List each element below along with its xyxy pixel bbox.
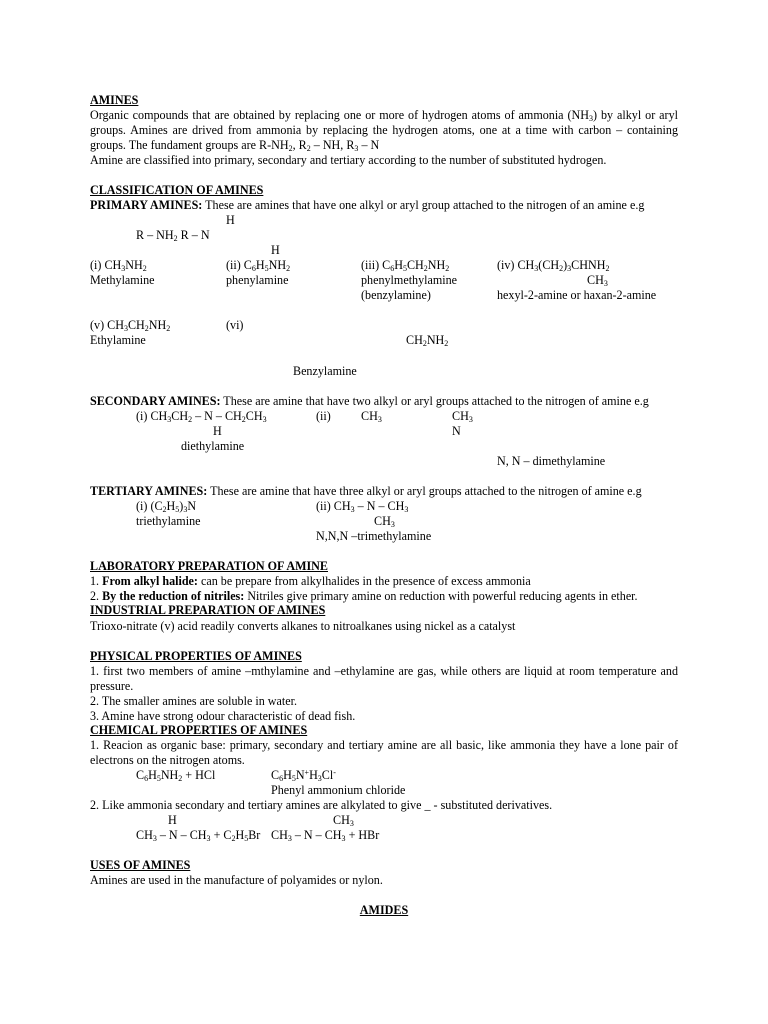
secondary-example-1-name: diethylamine	[181, 439, 245, 453]
secondary-example-2-methyl-left: $CH_3$	[361, 409, 382, 424]
amines-classification-sentence: Amine are classified into primary, secondary and tertiary according to the number of substituted hydrogen.	[90, 153, 607, 167]
primary-example-6-group: $CH_2NH_2$	[406, 333, 449, 348]
secondary-example-2-methyl-right: $CH_3$	[452, 409, 473, 424]
industrial-prep-text: Trioxo-nitrate (v) acid readily converts alkanes to nitroalkanes using nickel as a catalyst	[90, 619, 516, 633]
primary-example-5-formula: (v) $CH_3CH_2NH_2$	[90, 318, 171, 333]
primary-example-2-formula: (ii) $C_6H_5NH_2$	[226, 258, 291, 273]
chemical-eq1-right: $C_6H_5N^+H_3Cl^-$	[271, 768, 336, 783]
primary-h-atom-mid: H	[271, 243, 280, 257]
primary-example-4-methyl-branch: $CH_3$	[587, 273, 608, 288]
tertiary-example-2-formula: (ii) $CH_3$ – N – $CH_3$	[316, 499, 409, 514]
lab-prep-item-1: 1. From alkyl halide: can be prepare from alkylhalides in the presence of excess ammonia	[90, 574, 531, 588]
chemical-eq2-h-atom: H	[168, 813, 177, 827]
physical-properties-heading: PHYSICAL PROPERTIES OF AMINES	[90, 649, 302, 663]
secondary-amines-definition: SECONDARY AMINES: These are amine that have two alkyl or aryl groups attached to the nitrogen of amine e.g	[90, 394, 649, 408]
secondary-example-1-h-atom: H	[213, 424, 222, 438]
chemical-item-2: 2. Like ammonia secondary and tertiary amines are alkylated to give _ - substituted derivatives.	[90, 798, 553, 812]
primary-example-1-name: Methylamine	[90, 273, 155, 287]
tertiary-example-1-name: triethylamine	[136, 514, 201, 528]
primary-example-6-name: Benzylamine	[293, 364, 357, 378]
industrial-prep-heading: INDUSTRIAL PREPARATION OF AMINES	[90, 603, 326, 617]
classification-heading: CLASSIFICATION OF AMINES	[90, 183, 264, 197]
primary-h-atom-top: H	[226, 213, 235, 227]
amines-intro-paragraph: Organic compounds that are obtained by replacing one or more of hydrogen atoms of ammonia $(NH_3)$ by alkyl or aryl groups. Amines are drived from ammonia by replacing the hydrogen atoms, one at a time with carbon – containing groups. The fundament groups are $R-NH_2$, $R_2$ – NH, $R_3$ – N	[90, 108, 678, 153]
secondary-example-1-formula: (i) $CH_3CH_2$ – N – $CH_2CH_3$	[136, 409, 267, 424]
secondary-example-2-name: N, N – dimethylamine	[497, 454, 606, 468]
tertiary-example-2-methyl-branch: $CH_3$	[374, 514, 395, 529]
chemical-eq2-left: $CH_3 - N - CH_3 + C_2H_5Br$	[136, 828, 261, 843]
primary-example-4-formula: (iv) $CH_3(CH_2)_3CHNH_2$	[497, 258, 610, 273]
lab-prep-heading: LABORATORY PREPARATION OF AMINE	[90, 559, 328, 573]
amides-heading: AMIDES	[359, 903, 409, 917]
tertiary-example-2-name: N,N,N –trimethylamine	[316, 529, 432, 543]
uses-text: Amines are used in the manufacture of polyamides or nylon.	[90, 873, 383, 887]
physical-item-2: 2. The smaller amines are soluble in water.	[90, 694, 297, 708]
primary-example-3-name: phenylmethylamine	[361, 273, 458, 287]
primary-example-3-formula: (iii) $C_6H_5CH_2NH_2$	[361, 258, 450, 273]
tertiary-amines-definition: TERTIARY AMINES: These are amine that have three alkyl or aryl groups attached to the nitrogen of amine e.g	[90, 484, 642, 498]
primary-example-6-label: (vi)	[226, 318, 244, 332]
secondary-example-2-label: (ii)	[316, 409, 331, 423]
physical-item-1: 1. first two members of amine –mthylamine and –ethylamine are gas, while others are liquid at room temperature and pressure.	[90, 664, 678, 693]
physical-item-3: 3. Amine have strong odour characteristic of dead fish.	[90, 709, 356, 723]
chemical-item-1: 1. Reacion as organic base: primary, secondary and tertiary amine are all basic, like ammonia they have a lone pair of electrons on the nitrogen atoms.	[90, 738, 678, 767]
chemical-eq2-right: $CH_3$ – N – $CH_3$ + HBr	[271, 828, 380, 843]
primary-example-3-alt-name: (benzylamine)	[361, 288, 431, 302]
chemical-eq1-product-name: Phenyl ammonium chloride	[271, 783, 406, 797]
chemical-properties-heading: CHEMICAL PROPERTIES OF AMINES	[90, 723, 308, 737]
chemical-eq1-left: $C_6H_5NH_2$ + HCl	[136, 768, 216, 783]
primary-example-4-name: hexyl-2-amine or haxan-2-amine	[497, 288, 657, 302]
chemical-eq2-methyl-branch: $CH_3$	[333, 813, 354, 828]
primary-example-2-name: phenylamine	[226, 273, 289, 287]
primary-amines-definition: PRIMARY AMINES: These are amines that have one alkyl or aryl group attached to the nitrogen of an amine e.g	[90, 198, 645, 212]
primary-example-1-formula: (i) $CH_3NH_2$	[90, 258, 147, 273]
secondary-example-2-n-atom: N	[452, 424, 461, 438]
lab-prep-item-2: 2. By the reduction of nitriles: Nitriles give primary amine on reduction with powerful reducing agents in ether.	[90, 589, 638, 603]
uses-heading: USES OF AMINES	[90, 858, 191, 872]
primary-example-5-name: Ethylamine	[90, 333, 146, 347]
amines-heading: AMINES	[90, 93, 139, 107]
tertiary-example-1-formula: (i) $(C_2H_5)_3N$	[136, 499, 197, 514]
primary-general-formula: R – $NH_2$ R – N	[136, 228, 210, 243]
